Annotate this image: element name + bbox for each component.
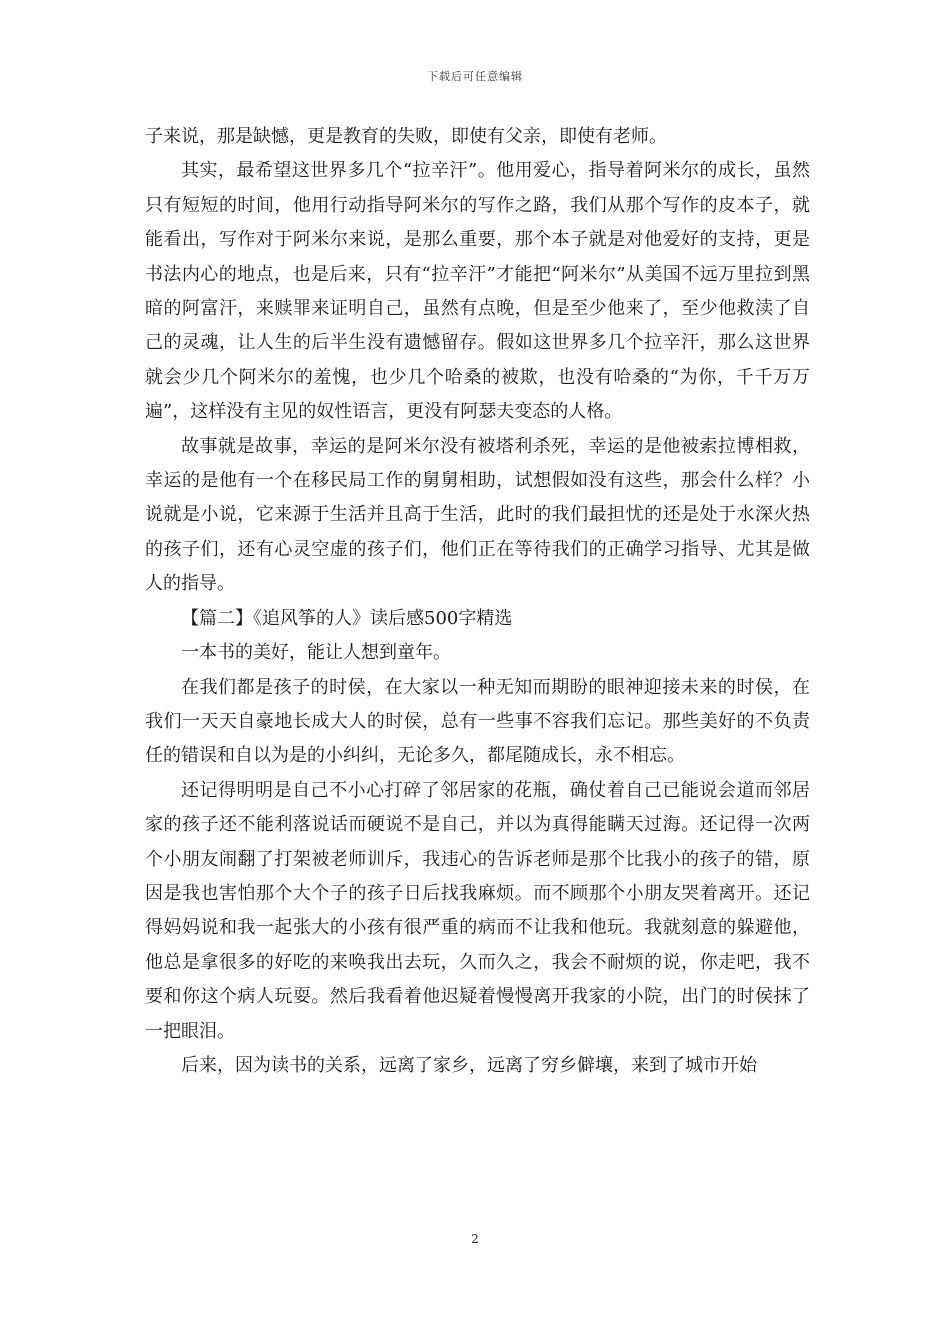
paragraph: 故事就是故事，幸运的是阿米尔没有被塔利杀死，幸运的是他被索拉博相救，幸运的是他有一个在移民局工作的舅舅相助，试想假如没有这些，那会什么样？小说就是小说，它来源于生活并且高于生活，此时的我们最担忧的还是处于水深火热的孩子们，还有心灵空虚的孩子们，他们正在等待我们的正确学习指导、尤其是做人的指导。 <box>145 435 810 595</box>
document-body <box>145 120 810 1083</box>
paragraph-continuation: 子来说，那是缺憾，更是教育的失败，即使有父亲，即使有老师。 <box>145 126 667 147</box>
paragraph: 一本书的美好，能让人想到童年。 <box>181 642 451 664</box>
page-number: 2 <box>471 1232 479 1246</box>
page-header: 下载后可任意编辑 <box>427 70 523 83</box>
paragraph: 在我们都是孩子的时侯，在大家以一种无知而期盼的眼神迎接未来的时侯，在我们一天天自豪地长成大人的时侯，总有一些事不容我们忘记。那些美好的不负责任的错误和自以为是的小纠纠，无论多久，都尾随成长，永不相忘。 <box>145 676 810 767</box>
section-heading: 【篇二】《追风筝的人》读后感500字精选 <box>181 607 513 629</box>
paragraph: 还记得明明是自己不小心打碎了邻居家的花瓶，确仗着自己已能说会道而邻居家的孩子还不能利落说话而硬说不是自己，并以为真得能瞒天过海。还记得一次两个小朋友闹翻了打架被老师训斥，我违心的告诉老师是那个比我小的孩子的错，原因是我也害怕那个大个子的孩子日后找我麻烦。而不顾那个小朋友哭着离开。还记得妈妈说和我一起张大的小孩有很严重的病而不让我和他玩。我就刻意的躲避他，他总是拿很多的好吃的来唤我出去玩，久而久之，我会不耐烦的说，你走吧，我不要和你这个病人玩耍。然后我看着他迟疑着慢慢离开我家的小院，出门的时侯抹了一把眼泪。 <box>145 779 810 1042</box>
paragraph: 其实，最希望这世界多几个“拉辛汗”。他用爱心，指导着阿米尔的成长，虽然只有短短的时间，他用行动指导阿米尔的写作之路，我们从那个写作的皮本子，就能看出，写作对于阿米尔来说，是那么重要，那个本子就是对他爱好的支持，更是书法内心的地点，也是后来，只有“拉辛汗”才能把“阿米尔”从美国不远万里拉到黑暗的阿富汗，来赎罪来证明自己，虽然有点晚，但是至少他来了，至少他救渎了自己的灵魂，让人生的后半生没有遗憾留存。假如这世界多几个拉辛汗，那么这世界就会少几个阿米尔的羞愧，也少几个哈桑的被欺，也没有哈桑的“为你，千千万万遍”，这样没有主见的奴性语言，更没有阿瑟夫变态的人格。 <box>145 160 810 423</box>
paragraph: 后来，因为读书的关系，远离了家乡，远离了穷乡僻壤，来到了城市开始 <box>181 1054 757 1076</box>
